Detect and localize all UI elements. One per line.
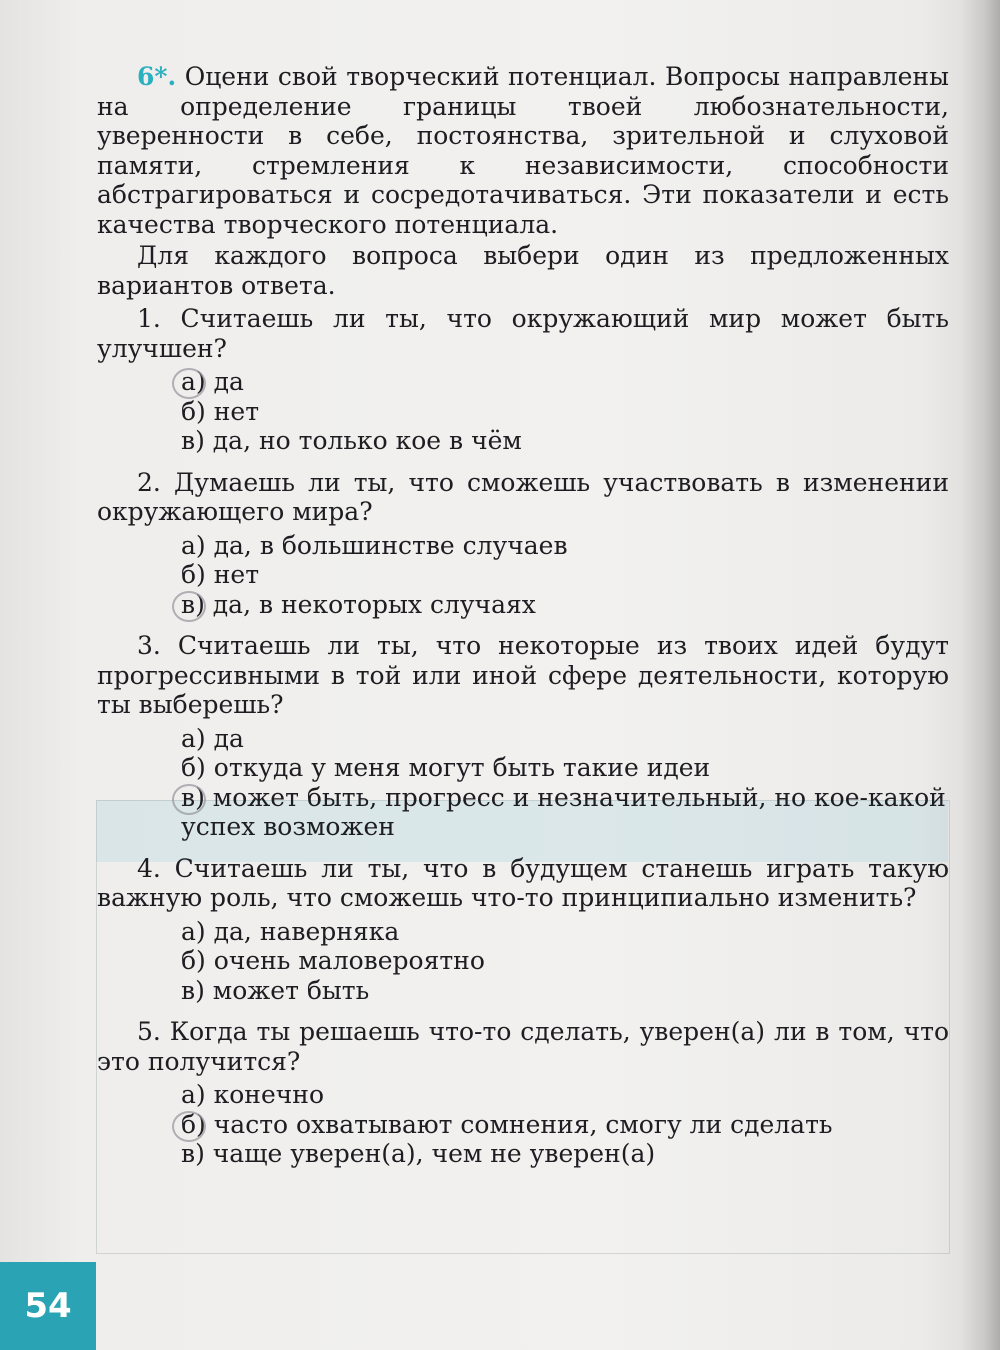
q5-option-c-letter: в) — [181, 1139, 205, 1168]
q2-option-b-letter: б) — [181, 560, 206, 589]
q4-option-b-text: очень маловероятно — [213, 946, 485, 975]
q1-option-b-letter: б) — [181, 396, 206, 426]
question-2: 2. Думаешь ли ты, что сможешь участвовать в изменении окружающего мира? — [97, 467, 949, 526]
q2-option-b-text: нет — [213, 560, 260, 589]
q4-option-c[interactable] — [181, 976, 949, 1006]
q3-option-a-letter: а) — [181, 723, 206, 753]
q3-option-c-letter: в) — [181, 782, 205, 812]
q3-option-b-letter: б) — [181, 753, 206, 782]
question-1: 1. Считаешь ли ты, что окружающий мир может быть улучшен? — [97, 304, 949, 363]
q2-option-c-text: да, в некоторых случаях — [212, 589, 536, 619]
q2-option-a-letter: а) — [181, 530, 206, 560]
page-gutter-shadow — [960, 0, 1000, 1350]
task-instruction: Для каждого вопроса выбери один из предложенных вариантов ответа. — [97, 241, 949, 300]
q4-option-c-letter: в) — [181, 975, 205, 1005]
q5-option-c-text: чаще уверен(а), чем не уверен(а) — [212, 1139, 656, 1168]
q5-option-b-text: часто охватывают сомнения, смогу ли сделать — [213, 1109, 833, 1139]
q5-option-b-letter: б) — [181, 1109, 206, 1139]
page-number: 54 — [0, 1262, 96, 1350]
question-4: 4. Считаешь ли ты, что в будущем станешь играть такую важную роль, что сможешь что-то принципиально изменить? — [97, 853, 949, 912]
q1-option-a-letter: а) — [181, 367, 206, 396]
q3-option-a-text: да — [213, 723, 244, 753]
q2-option-b[interactable] — [181, 560, 949, 590]
q3-option-b[interactable] — [181, 753, 949, 783]
q1-option-c-letter: в) — [181, 426, 205, 455]
question-4-options — [97, 917, 949, 1006]
q1-option-c[interactable] — [181, 426, 949, 456]
q5-option-a-letter: а) — [181, 1080, 206, 1109]
q2-option-a-text: да, в большинстве случаев — [213, 530, 568, 560]
q1-option-b-text: нет — [213, 396, 260, 426]
q1-option-a[interactable] — [181, 367, 949, 397]
q1-option-c-text: да, но только кое в чём — [212, 426, 522, 455]
q5-option-a-text: конечно — [213, 1080, 325, 1109]
question-1-options — [97, 367, 949, 456]
q4-option-a-letter: а) — [181, 916, 206, 946]
q4-option-a[interactable] — [181, 917, 949, 947]
question-2-options — [97, 531, 949, 620]
task-number: 6*. — [137, 62, 177, 91]
q1-option-a-text: да — [213, 367, 244, 396]
q3-option-c-text: может быть, прогресс и незначительный, но кое-какой успех возможен — [181, 782, 946, 841]
q2-option-c-letter: в) — [181, 589, 205, 619]
q4-option-a-text: да, наверняка — [213, 916, 400, 946]
task-intro — [97, 62, 949, 239]
q3-option-b-text: откуда у меня могут быть такие идеи — [213, 753, 711, 782]
task-text-block — [97, 62, 949, 1169]
q4-option-b-letter: б) — [181, 946, 206, 975]
q1-option-b[interactable] — [181, 397, 949, 427]
question-5-options — [97, 1080, 949, 1169]
q4-option-b[interactable] — [181, 946, 949, 976]
q3-option-c[interactable] — [181, 783, 949, 842]
question-5: 5. Когда ты решаешь что-то сделать, уверен(а) ли в том, что это получится? — [97, 1017, 949, 1076]
q5-option-c[interactable] — [181, 1139, 949, 1169]
q4-option-c-text: может быть — [212, 975, 370, 1005]
question-3: 3. Считаешь ли ты, что некоторые из твоих идей будут прогрессивными в той или иной сфере деятельности, которую ты выберешь? — [97, 631, 949, 719]
q5-option-a[interactable] — [181, 1080, 949, 1110]
q3-option-a[interactable] — [181, 724, 949, 754]
question-3-options — [97, 724, 949, 842]
task-intro-text: Оцени свой творческий потенциал. Вопросы направлены на определение границы твоей любознательности, уверенности в себе, постоянства, зрительной и слуховой памяти, стремления к независимости, способности абстрагироваться и сосредотачиваться. Эти показатели и есть качества творческого потенциала. — [97, 62, 949, 239]
q5-option-b[interactable] — [181, 1110, 949, 1140]
q2-option-a[interactable] — [181, 531, 949, 561]
q2-option-c[interactable] — [181, 590, 949, 620]
